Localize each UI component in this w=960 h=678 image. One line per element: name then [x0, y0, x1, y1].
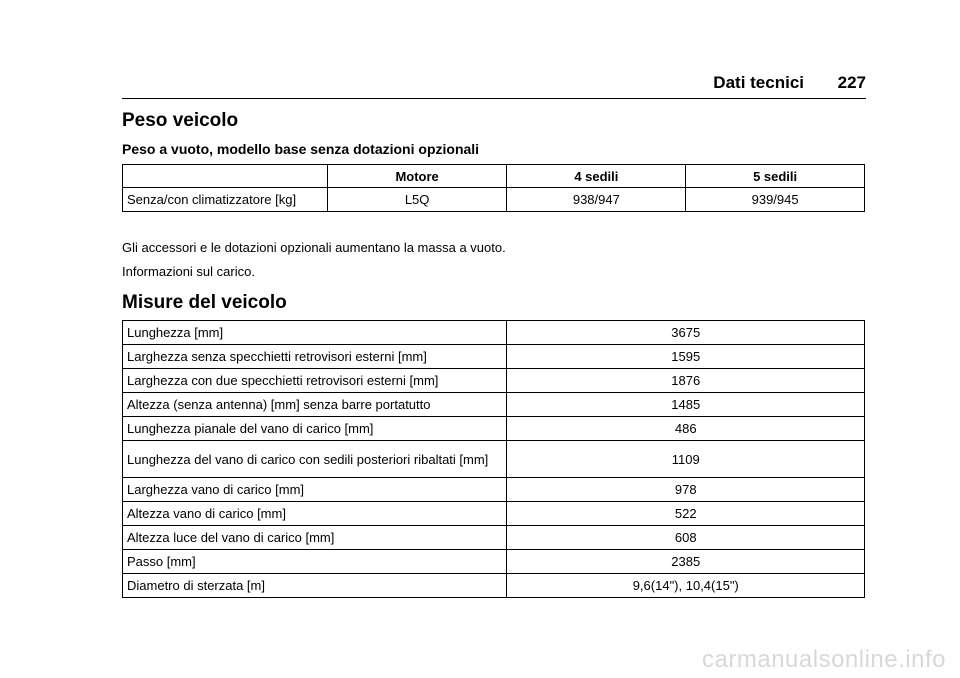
page-number: 227 [837, 73, 866, 92]
weight-row-label: Senza/con climatizzatore [kg] [123, 188, 328, 212]
table-row [123, 574, 865, 598]
table-row [123, 550, 865, 574]
dimension-value: 1109 [507, 441, 865, 478]
weight-col-4-seats: 4 sedili [507, 165, 686, 188]
dimension-label: Lunghezza del vano di carico con sedili posteriori ribaltati [mm] [123, 441, 507, 478]
table-row [123, 417, 865, 441]
table-row [123, 502, 865, 526]
dimension-value: 1595 [507, 345, 865, 369]
table-row [123, 441, 865, 478]
dimension-value: 3675 [507, 321, 865, 345]
dimension-value: 1485 [507, 393, 865, 417]
weight-4-seats-value: 938/947 [507, 188, 686, 212]
dimension-label: Passo [mm] [123, 550, 507, 574]
header-section-title: Dati tecnici [713, 73, 804, 92]
weight-note-accessories: Gli accessori e le dotazioni opzionali aumentano la massa a vuoto. [122, 240, 506, 255]
weight-col-blank [123, 165, 328, 188]
table-row [123, 478, 865, 502]
dimension-label: Lunghezza [mm] [123, 321, 507, 345]
weight-table-header-row [123, 165, 865, 188]
dimension-label: Diametro di sterzata [m] [123, 574, 507, 598]
dimensions-section-title: Misure del veicolo [122, 292, 287, 313]
weight-col-5-seats: 5 sedili [686, 165, 865, 188]
dimension-value: 486 [507, 417, 865, 441]
weight-engine-value: L5Q [327, 188, 507, 212]
dimension-value: 9,6(14"), 10,4(15") [507, 574, 865, 598]
dimension-label: Altezza luce del vano di carico [mm] [123, 526, 507, 550]
dimension-label: Larghezza senza specchietti retrovisori esterni [mm] [123, 345, 507, 369]
weight-5-seats-value: 939/945 [686, 188, 865, 212]
dimension-value: 1876 [507, 369, 865, 393]
dimension-value: 522 [507, 502, 865, 526]
table-row [123, 393, 865, 417]
dimension-value: 978 [507, 478, 865, 502]
dimension-value: 608 [507, 526, 865, 550]
weight-col-engine: Motore [327, 165, 507, 188]
weight-section-title: Peso veicolo [122, 110, 239, 131]
dimension-label: Larghezza con due specchietti retrovisori esterni [mm] [123, 369, 507, 393]
weight-note-load-info: Informazioni sul carico. [122, 264, 255, 279]
weight-table [122, 164, 865, 212]
weight-subtitle: Peso a vuoto, modello base senza dotazioni opzionali [122, 141, 480, 157]
table-row [123, 321, 865, 345]
table-row [123, 345, 865, 369]
dimension-label: Altezza vano di carico [mm] [123, 502, 507, 526]
dimensions-table [122, 320, 865, 598]
dimension-label: Lunghezza pianale del vano di carico [mm] [123, 417, 507, 441]
watermark: carmanualsonline.info [702, 646, 946, 673]
page-header [122, 72, 866, 99]
dimension-label: Larghezza vano di carico [mm] [123, 478, 507, 502]
table-row [123, 369, 865, 393]
table-row [123, 188, 865, 212]
dimension-label: Altezza (senza antenna) [mm] senza barre portatutto [123, 393, 507, 417]
table-row [123, 526, 865, 550]
dimension-value: 2385 [507, 550, 865, 574]
